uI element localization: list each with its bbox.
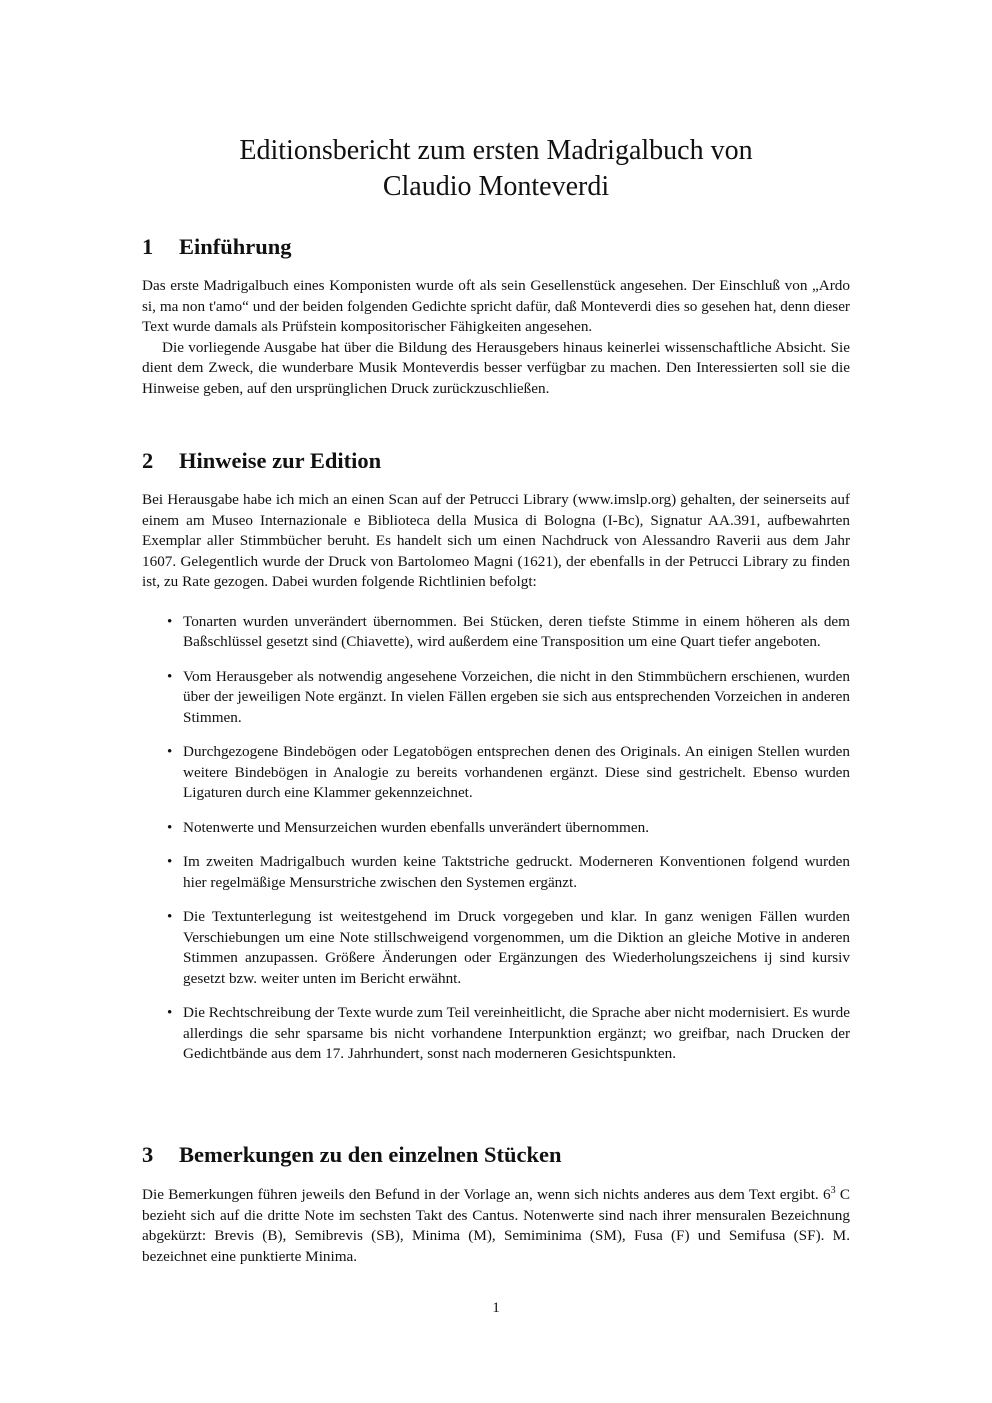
paragraph: [142, 1185, 850, 1267]
paragraph: Das erste Madrigalbuch eines Komponisten wurde oft als sein Gesellenstück angesehen. Der Einschluß von „Ardo si, ma non t'amo“ und der beiden folgenden Gedichte spricht dafür, daß Monteverdi dies so gesehen hat, denn dieser Text wurde damals als Prüfstein kompositorischer Fähigkeiten angesehen.: [142, 277, 850, 335]
bullet-icon: •: [167, 818, 173, 836]
section-title: Hinweise zur Edition: [179, 448, 382, 473]
page-number: 1: [492, 1299, 500, 1316]
section-heading-hinweise: [142, 447, 850, 475]
guideline-list: [142, 612, 850, 1065]
section-number: 1: [142, 234, 154, 259]
section-title: Einführung: [179, 234, 292, 259]
bullet-icon: •: [167, 1004, 173, 1021]
title-line-2: Claudio Monteverdi: [382, 171, 610, 202]
list-item: [142, 818, 850, 839]
paragraph: Die vorliegende Ausgabe hat über die Bildung des Herausgebers hinaus keinerlei wissenschaftliche Absicht. Sie dient dem Zweck, die wunderbare Musik Monteverdis besser verfügbar zu machen. Den Interessierten soll sie die Hinweise geben, auf den ursprünglichen Druck zurückzuschließen.: [142, 338, 850, 397]
section-body-einfuehrung: [142, 276, 850, 399]
section-number: 3: [142, 1142, 154, 1167]
bullet-icon: •: [167, 853, 173, 870]
bullet-icon: •: [167, 667, 173, 685]
list-item: [142, 1003, 850, 1065]
list-item-text: Die Textunterlegung ist weitestgehend im Druck vorgegeben und klar. In ganz wenigen Fällen wurden Verschiebungen um eine Note stillschweigend vorgenommen, um die Diktion an gleiche Motive in anderen Stimmen anzupassen. Größere Änderungen oder Ergänzungen des Wiederholungszeichens ij sind kursiv gesetzt bzw. weiter unten im Bericht erwähnt.: [183, 908, 850, 987]
list-item: [142, 667, 850, 729]
section-body-hinweise: [142, 490, 850, 1079]
bullet-icon: •: [167, 908, 173, 925]
section-body-bemerkungen: [142, 1185, 850, 1267]
list-item: [142, 852, 850, 893]
bullet-icon: •: [167, 612, 173, 630]
list-item-text: Durchgezogene Bindebögen oder Legatobögen entsprechen denen des Originals. An einigen Stellen wurden weitere Bindebögen in Analogie zu bereits vorhandenen ergänzt. Diese sind gestrichelt. Ebenso wurden Ligaturen durch eine Klammer gekennzeichnet.: [183, 743, 850, 801]
section-title: Bemerkungen zu den einzelnen Stücken: [179, 1142, 562, 1167]
section-heading-einfuehrung: [142, 233, 850, 261]
list-item-text: Notenwerte und Mensurzeichen wurden ebenfalls unverändert übernommen.: [183, 818, 649, 836]
document-title: [142, 133, 850, 205]
paragraph-text: C bezieht sich auf die dritte Note im sechsten Takt des Cantus. Notenwerte sind nach ihrer mensuralen Bezeichnung abgekürzt: Brevis (B), Semibrevis (SB), Minima (M), Semiminima (SM), Fusa (F) und Semifusa (SF). M. bezeichnet eine punktierte Minima.: [142, 1186, 850, 1265]
list-item-text: Vom Herausgeber als notwendig angesehene Vorzeichen, die nicht in den Stimmbüchern erschienen, wurden über der jeweiligen Note ergänzt. In vielen Fällen ergeben sie sich aus entsprechenden Vorzeichen in anderen Stimmen.: [183, 667, 850, 726]
list-item: [142, 742, 850, 804]
document-page: [142, 0, 850, 1403]
bullet-icon: •: [167, 743, 173, 760]
paragraph-text: Die Bemerkungen führen jeweils den Befund in der Vorlage an, wenn sich nichts anderes aus dem Text ergibt. 6: [142, 1186, 831, 1203]
list-item: [142, 907, 850, 989]
list-item-text: Tonarten wurden unverändert übernommen. Bei Stücken, deren tiefste Stimme in einem höheren als dem Baßschlüssel gesetzt sind (Chiavette), wird außerdem eine Transposition um eine Quart tiefer angeboten.: [183, 612, 850, 650]
list-item-text: Im zweiten Madrigalbuch wurden keine Taktstriche gedruckt. Moderneren Konventionen folgend wurden hier regelmäßige Mensurstriche zwischen den Systemen ergänzt.: [183, 853, 850, 891]
paragraph: Bei Herausgabe habe ich mich an einen Scan auf der Petrucci Library (www.imslp.org) gehalten, der seinerseits auf einem am Museo Internazionale e Biblioteca della Musica di Bologna (I-Bc), Signatur AA.391, aufbewahrten Exemplar aller Stimmbücher beruht. Es handelt sich um einen Nachdruck von Alessandro Raverii aus dem Jahr 1607. Gelegentlich wurde der Druck von Bartolomeo Magni (1621), der ebenfalls in der Petrucci Library zu finden ist, zu Rate gezogen. Dabei wurden folgende Richtlinien befolgt:: [142, 491, 850, 590]
title-line-1: Editionsbericht zum ersten Madrigalbuch von: [239, 135, 753, 166]
section-heading-bemerkungen: [142, 1141, 850, 1169]
section-number: 2: [142, 448, 154, 473]
list-item-text: Die Rechtschreibung der Texte wurde zum Teil vereinheitlicht, die Sprache aber nicht modernisiert. Es wurde allerdings die sehr sparsame bis nicht vorhandene Interpunktion ergänzt; wo greifbar, nach Drucken der Gedichtbände aus dem 17. Jahrhundert, sonst nach moderneren Gesichtspunkten.: [183, 1004, 850, 1062]
superscript: 3: [830, 1185, 836, 1196]
list-item: [142, 612, 850, 653]
